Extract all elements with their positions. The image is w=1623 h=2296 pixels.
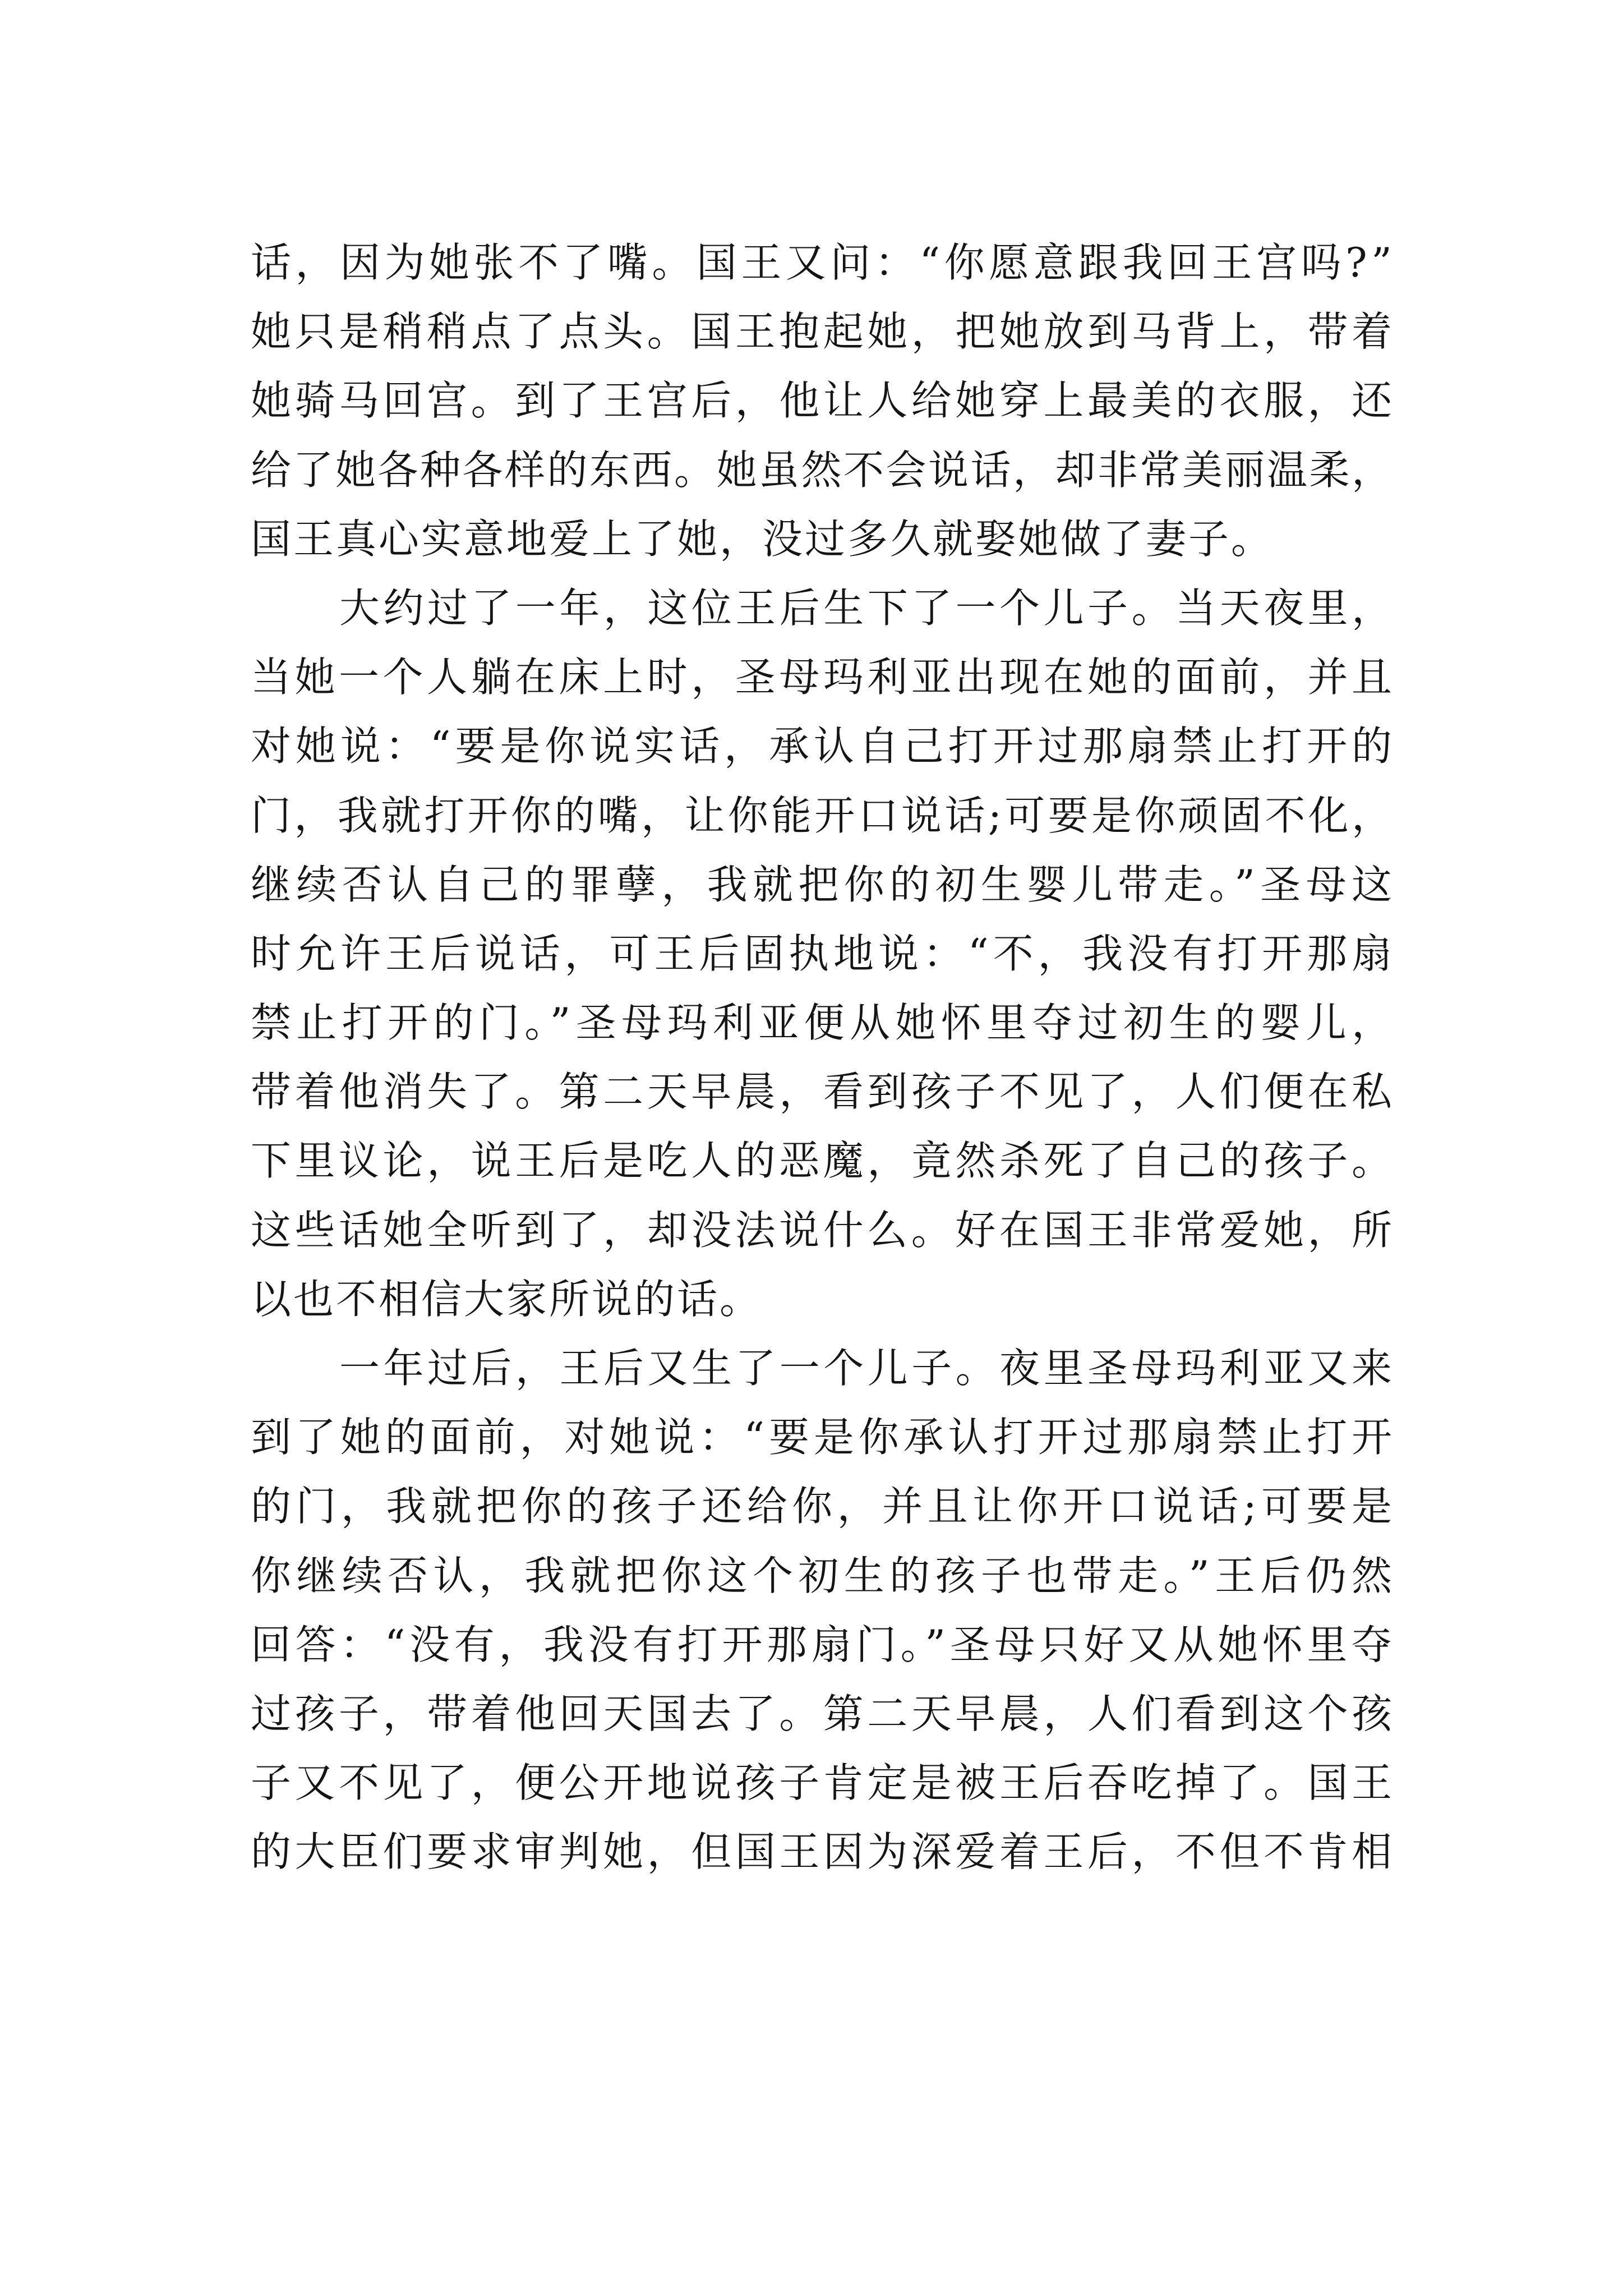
text-line (251, 297, 1396, 366)
text-line (251, 781, 1395, 850)
text-line (251, 712, 1396, 781)
paragraph (251, 574, 1398, 1334)
text-line-content: 门，我就打开你的嘴，让你能开口说话;可要是你顽固不化， (251, 792, 1395, 839)
paragraph (251, 228, 1396, 574)
text-line-content: 过孩子，带着他回天国去了。第二天早晨，人们看到这个孩 (251, 1690, 1396, 1737)
text-line (251, 988, 1398, 1057)
text-line-content: 下里议论，说王后是吃人的恶魔，竟然杀死了自己的孩子。 (251, 1137, 1396, 1185)
text-line-content: 带着他消失了。第二天早晨，看到孩子不见了，人们便在私 (251, 1068, 1396, 1116)
text-line-content: 对她说：“要是你说实话，承认自己打开过那扇禁止打开的 (251, 723, 1396, 770)
text-line (251, 850, 1398, 919)
text-line-content: 给了她各种各样的东西。她虽然不会说话，却非常美丽温柔， (251, 446, 1394, 494)
text-line-content: 话，因为她张不了嘴。国王又问：“你愿意跟我回王宫吗?” (251, 239, 1396, 286)
body-text (251, 228, 1398, 1887)
text-line-content: 的大臣们要求审判她，但国王因为深爱着王后，不但不肯相 (251, 1828, 1396, 1876)
text-line (251, 1472, 1397, 1541)
text-line-content: 她骑马回宫。到了王宫后，他让人给她穿上最美的衣服，还 (251, 377, 1396, 425)
text-line-content: 禁止打开的门。”圣母玛利亚便从她怀里夺过初生的婴儿， (251, 999, 1398, 1047)
text-line (251, 643, 1396, 712)
text-line-content: 一年过后，王后又生了一个儿子。夜里圣母玛利亚又来 (339, 1345, 1396, 1392)
paragraph (251, 1334, 1398, 1887)
text-line-content: 当她一个人躺在床上时，圣母玛利亚出现在她的面前，并且 (251, 654, 1396, 701)
text-line (251, 919, 1396, 988)
text-line (251, 1057, 1396, 1126)
text-line-content: 她只是稍稍点了点头。国王抱起她，把她放到马背上，带着 (251, 308, 1396, 356)
text-line (251, 1680, 1396, 1749)
text-line (251, 505, 1392, 574)
text-line-content: 子又不见了，便公开地说孩子肯定是被王后吞吃掉了。国王 (251, 1759, 1396, 1807)
text-line-content: 国王真心实意地爱上了她，没过多久就娶她做了妻子。 (251, 515, 1274, 563)
text-line-content: 回答：“没有，我没有打开那扇门。”圣母只好又从她怀里夺 (251, 1621, 1396, 1668)
text-line-content: 你继续否认，我就把你这个初生的孩子也带走。”王后仍然 (251, 1552, 1398, 1599)
text-line (251, 1126, 1396, 1195)
text-line (251, 1196, 1396, 1265)
text-line-content: 继续否认自己的罪孽，我就把你的初生婴儿带走。”圣母这 (251, 861, 1398, 908)
text-line-content: 这些话她全听到了，却没法说什么。好在国王非常爱她，所 (251, 1206, 1396, 1254)
text-line (251, 1818, 1396, 1887)
text-line (251, 1265, 1392, 1334)
text-line (251, 1403, 1396, 1472)
text-line-content: 到了她的面前，对她说：“要是你承认打开过那扇禁止打开 (251, 1414, 1396, 1461)
text-line (251, 1611, 1396, 1680)
text-line (251, 228, 1396, 297)
text-line-content: 以也不相信大家所说的话。 (251, 1275, 763, 1323)
text-line (251, 1749, 1396, 1818)
text-line-content: 的门，我就把你的孩子还给你，并且让你开口说话;可要是 (251, 1483, 1397, 1530)
text-line (251, 366, 1396, 435)
text-line (251, 1542, 1398, 1611)
text-line-content: 大约过了一年，这位王后生下了一个儿子。当天夜里， (339, 584, 1396, 632)
text-line (251, 574, 1396, 643)
text-line (251, 436, 1392, 505)
text-line (251, 1334, 1396, 1403)
text-line-content: 时允许王后说话，可王后固执地说：“不，我没有打开那扇 (251, 930, 1396, 977)
